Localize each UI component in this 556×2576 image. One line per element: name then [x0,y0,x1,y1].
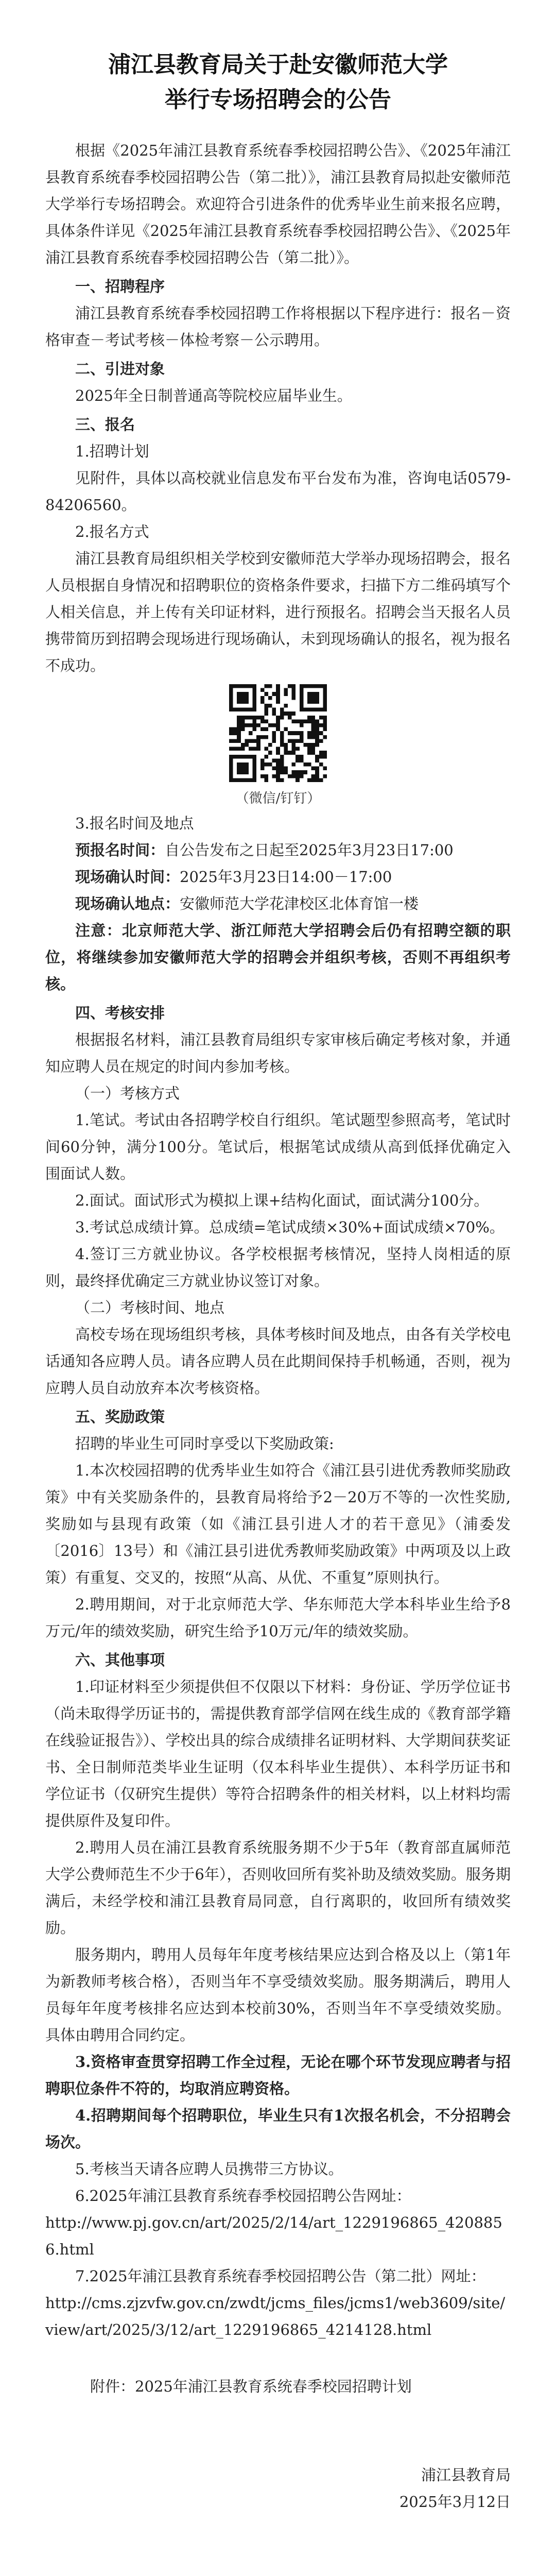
procedure-text: 浦江县教育系统春季校园招聘工作将根据以下程序进行：报名－资格审查－考试考核－体检考察－公示聘用。 [45,304,511,349]
other-item-5: 5.考核当天请各应聘人员携带三方协议。 [75,2160,343,2178]
prereg-label: 预报名时间： [75,841,165,859]
registration-note: 注意：北京师范大学、浙江师范大学招聘会后仍有招聘空额的职位，将继续参加安徽师范大学的招聘会并组织考核，否则不再组织考核。 [45,922,511,993]
other-item-7: 7.2025年浦江县教育系统春季校园招聘公告（第二批）网址： [75,2267,486,2285]
confirm-place-label: 现场确认地点： [75,895,180,912]
other-item-1: 1.印证材料至少须提供但不仅限以下材料：身份证、学历学位证书（尚未取得学历证书的，需提供教育部学信网在线生成的《教育部学籍在线验证报告》）、学校出具的综合成绩排名证明材料、大学期间获奖证书、全日制师范类毕业生证明（仅本科毕业生提供）、本科学历证书和学位证书（仅研究生提供）等符合招聘条件的相关材料，以上材料均需提供原件及复印件。 [45,1678,511,1829]
attachment-line[interactable]: 附件：2025年浦江县教育系统春季校园招聘计划 [90,2378,412,2395]
qr-caption: （微信/钉钉） [235,791,321,806]
rewards-policy-1: 1.本次校园招聘的优秀毕业生如符合《浦江县引进优秀教师奖励政策》中有关奖励条件的，县教育局将给予2－20万不等的一次性奖励,奖励如与县现有政策（如《浦江县引进人才的若干意见》（浦委发〔2016〕13号）和《浦江县引进优秀教师奖励政策》中两项及以上政策）有重复、交叉的，按照“从高、从优、不重复”原则执行。 [45,1462,511,1586]
target-text: 2025年全日制普通高等院校应届毕业生。 [75,387,352,404]
other-item-4: 4.招聘期间每个招聘职位，毕业生只有1次报名机会，不分招聘会场次。 [45,2107,511,2151]
signature-org: 浦江县教育局 [421,2466,511,2484]
assessment-score: 3.考试总成绩计算。总成绩=笔试成绩×30%+面试成绩×70%。 [75,1218,505,1236]
subheading-plan: 1.招聘计划 [75,443,149,460]
section-heading-other: 六、其他事项 [75,1651,165,1669]
confirm-place-line [45,890,511,917]
prereg-value: 自公告发布之日起至2025年3月23日17:00 [165,841,454,859]
title-line-2: 举行专场招聘会的公告 [165,87,391,113]
section-heading-target: 二、引进对象 [75,360,165,378]
subheading-assessment-method: （一）考核方式 [75,1084,180,1102]
method-text: 浦江县教育局组织相关学校到安徽师范大学举办现场招聘会，报名人员根据自身情况和招聘职位的资格条件要求，扫描下方二维码填写个人相关信息，并上传有关印证材料，进行预报名。招聘会当天报名人员携带简历到招聘会现场进行现场确认，未到现场确认的报名，视为报名不成功。 [45,550,511,674]
intro-paragraph: 根据《2025年浦江县教育系统春季校园招聘公告》、《2025年浦江县教育系统春季校园招聘公告（第二批）》，浦江县教育局拟赴安徽师范大学举行专场招聘会。欢迎符合引进条件的优秀毕业生前来报名应聘，具体条件详见《2025年浦江县教育系统春季校园招聘公告》、《2025年浦江县教育系统春季校园招聘公告（第二批）》。 [45,142,511,266]
assessment-text: 根据报名材料，浦江县教育局组织专家审核后确定考核对象，并通知应聘人员在规定的时间内参加考核。 [45,1031,511,1075]
subheading-time-place: 3.报名时间及地点 [75,815,194,832]
assessment-written: 1.笔试。考试由各招聘学校自行组织。笔试题型参照高考，笔试时间60分钟，满分100分。笔试后，根据笔试成绩从高到低择优确定入围面试人数。 [45,1111,511,1182]
assessment-time-text: 高校专场在现场组织考核，具体考核时间及地点，由各有关学校电话通知各应聘人员。请各应聘人员在此期间保持手机畅通，否则，视为应聘人员自动放弃本次考核资格。 [45,1326,511,1397]
other-item-2-cont: 服务期内，聘用人员每年年度考核结果应达到合格及以上（第1年为新教师考核合格），否则当年不享受绩效奖励。服务期满后，聘用人员每年年度考核排名应达到本校前30%，否则当年不享受绩效奖励。具体由聘用合同约定。 [45,1946,511,2044]
prereg-line [45,837,511,863]
rewards-text: 招聘的毕业生可同时享受以下奖励政策: [75,1435,334,1452]
other-item-2: 2.聘用人员在浦江县教育系统服务期不少于5年（教育部直属师范大学公费师范生不少于6年），否则收回所有奖补助及绩效奖励。服务期满后，未经学校和浦江县教育局同意，自行离职的，收回所有绩效奖励。 [45,1839,511,1937]
confirm-time-value: 2025年3月23日14:00－17:00 [180,868,392,886]
assessment-agreement: 4.签订三方就业协议。各学校根据考核情况，坚持人岗相适的原则，最终择优确定三方就业协议签订对象。 [45,1245,511,1290]
section-heading-registration: 三、报名 [75,416,135,433]
rewards-policy-2: 2.聘用期间，对于北京师范大学、华东师范大学本科毕业生给予8万元/年的绩效奖励，研究生给予10万元/年的绩效奖励。 [45,1596,511,1640]
subheading-assessment-time: （二）考核时间、地点 [75,1299,225,1316]
confirm-time-label: 现场确认时间： [75,868,180,886]
plan-text: 见附件，具体以高校就业信息发布平台发布为准，咨询电话0579-84206560。 [45,469,511,514]
subheading-method: 2.报名方式 [75,523,149,540]
signature-date: 2025年3月12日 [399,2493,511,2511]
section-heading-procedure: 一、招聘程序 [75,278,165,295]
registration-qr-code[interactable] [229,684,327,782]
page-title [45,47,511,117]
other-item-3: 3.资格审查贯穿招聘工作全过程，无论在哪个环节发现应聘者与招聘职位条件不符的，均取消应聘资格。 [45,2053,511,2097]
other-item-6: 6.2025年浦江县教育系统春季校园招聘公告网址： [75,2187,411,2205]
announcement-link-2[interactable]: http://cms.zjzvfw.gov.cn/zwdt/jcms_files/jcms1/web3609/site/view/art/2025/3/12/art_1229196865_4214128.html [45,2294,506,2338]
section-heading-assessment: 四、考核安排 [75,1004,165,1022]
qr-code-block [45,684,511,784]
signature-block [45,2462,511,2515]
announcement-link-1[interactable]: http://www.pj.gov.cn/art/2025/2/14/art_1229196865_4208856.html [45,2214,502,2258]
section-heading-rewards: 五、奖励政策 [75,1408,165,1426]
confirm-time-line [45,863,511,890]
confirm-place-value: 安徽师范大学花津校区北体育馆一楼 [180,895,419,912]
title-line-1: 浦江县教育局关于赴安徽师范大学 [108,52,448,78]
assessment-interview: 2.面试。面试形式为模拟上课+结构化面试，面试满分100分。 [75,1192,489,1209]
